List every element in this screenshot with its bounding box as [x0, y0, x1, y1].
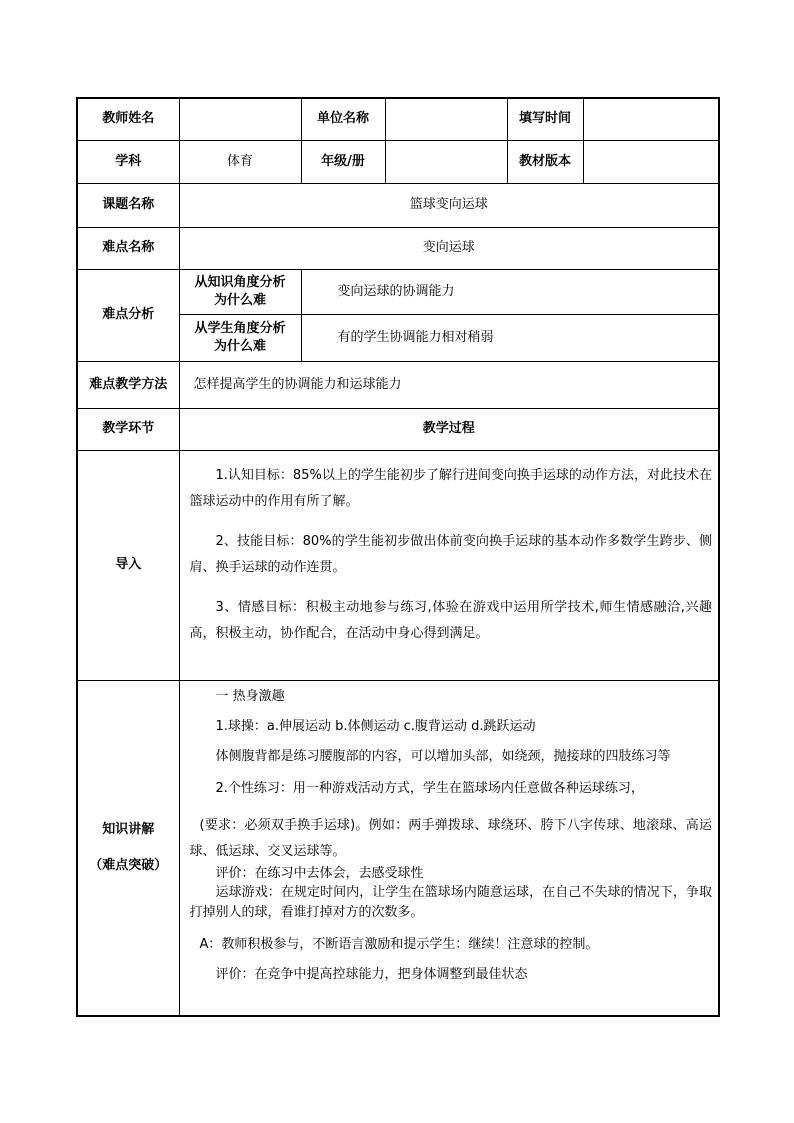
knowledge-row — [77, 680, 719, 1016]
teacher-label: 教师姓名 — [77, 98, 179, 140]
time-value — [583, 98, 719, 140]
method-value: 怎样提高学生的协调能力和运球能力 — [179, 361, 719, 408]
teacher-participation: A：教师积极参与，不断语言激励和提示学生：继续！注意球的控制。 — [199, 936, 599, 952]
individual-practice: 2.个性练习：用一种游戏活动方式，学生在篮球场内任意做各种运球练习， — [215, 780, 644, 796]
topic-label: 课题名称 — [77, 183, 179, 227]
grade-label: 年级/册 — [301, 140, 385, 183]
header-row-1 — [77, 98, 719, 140]
intro-goal-emotion: 3、情感目标：积极主动地参与练习,体验在游戏中运用所学技术,师生情感融洽,兴趣高，积极主动，协作配合，在活动中身心得到满足。 — [189, 599, 712, 641]
difficulty-row — [77, 227, 719, 269]
edition-label: 教材版本 — [507, 140, 583, 183]
grade-value — [385, 140, 507, 183]
practice-evaluation: 评价：在练习中去体会，去感受球性 — [215, 865, 424, 881]
intro-content — [179, 450, 719, 680]
method-row — [77, 361, 719, 408]
student-angle-value: 有的学生协调能力相对稍弱 — [301, 314, 719, 361]
header-row-2 — [77, 140, 719, 183]
knowledge-angle-line1: 从知识角度分析 — [194, 274, 286, 290]
intro-label: 导入 — [77, 450, 179, 680]
unit-label: 单位名称 — [301, 98, 385, 140]
edition-value — [583, 140, 719, 183]
practice-requirement: (要求：必须双手换手运球)。例如：两手弹拨球、球绕环、胯下八字传球、地滚球、高运球、低运球、交叉运球等。 — [189, 817, 712, 859]
subject-label: 学科 — [77, 140, 179, 183]
knowledge-label — [77, 680, 179, 1016]
time-label: 填写时间 — [507, 98, 583, 140]
knowledge-label-line1: 知识讲解 — [102, 822, 155, 838]
method-label: 难点教学方法 — [77, 361, 179, 408]
ball-exercise-note: 体侧腹背都是练习腰腹部的内容，可以增加头部，如绕颈，抛接球的四肢练习等 — [215, 748, 671, 764]
topic-row — [77, 183, 719, 227]
knowledge-content — [179, 680, 719, 1016]
process-stage-label: 教学环节 — [77, 408, 179, 450]
analysis-row-knowledge — [77, 269, 719, 314]
warmup-heading: 一 热身激趣 — [215, 688, 285, 704]
ball-exercise: 1.球操：a.伸展运动 b.体侧运动 c.腹背运动 d.跳跃运动 — [215, 718, 536, 734]
student-angle-line2: 为什么难 — [213, 338, 266, 354]
knowledge-label-line2: （难点突破） — [89, 857, 168, 873]
game-evaluation: 评价：在竞争中提高控球能力，把身体调整到最佳状态 — [215, 966, 528, 982]
lesson-table — [76, 97, 720, 1017]
topic-value: 篮球变向运球 — [179, 183, 719, 227]
teacher-value — [179, 98, 301, 140]
intro-goal-cognitive: 1.认知目标：85%以上的学生能初步了解行进间变向换手运球的动作方法，对此技术在篮球运动中的作用有所了解。 — [189, 467, 712, 509]
subject-value: 体育 — [179, 140, 301, 183]
analysis-label: 难点分析 — [77, 269, 179, 361]
dribble-game: 运球游戏：在规定时间内，让学生在篮球场内随意运球，在自己不失球的情况下，争取打掉别人的球，看谁打掉对方的次数多。 — [189, 884, 712, 920]
difficulty-label: 难点名称 — [77, 227, 179, 269]
student-angle-label — [179, 314, 301, 361]
intro-row — [77, 450, 719, 680]
process-label: 教学过程 — [179, 408, 719, 450]
difficulty-value: 变向运球 — [179, 227, 719, 269]
intro-goal-skill: 2、技能目标：80%的学生能初步做出体前变向换手运球的基本动作多数学生跨步、侧肩、换手运球的动作连贯。 — [189, 533, 712, 575]
student-angle-line1: 从学生角度分析 — [194, 320, 286, 336]
unit-value — [385, 98, 507, 140]
knowledge-angle-label — [179, 269, 301, 314]
knowledge-angle-value: 变向运球的协调能力 — [301, 269, 719, 314]
knowledge-angle-line2: 为什么难 — [213, 292, 266, 308]
process-header-row — [77, 408, 719, 450]
